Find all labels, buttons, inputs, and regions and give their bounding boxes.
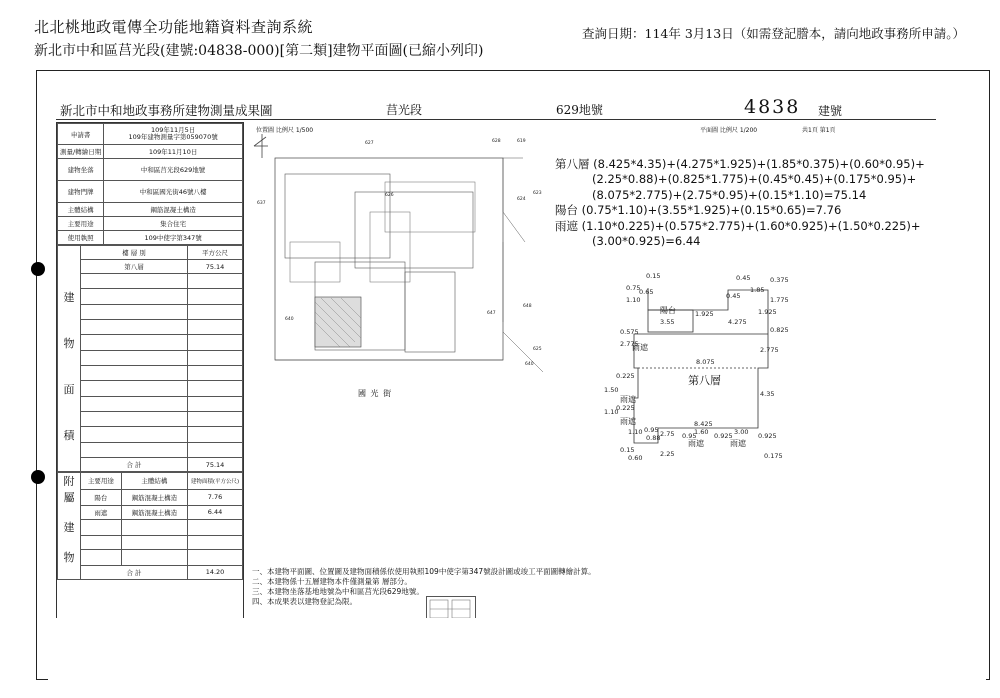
table-row — [58, 505, 243, 519]
notes — [252, 567, 596, 607]
plan-dimension: 4.35 — [760, 390, 775, 398]
attach-area: 6.44 — [188, 505, 243, 519]
area-total: 75.14 — [188, 458, 243, 472]
plan-dimension: 2.775 — [760, 346, 779, 354]
attach-side-char: 屬 — [58, 489, 81, 505]
attach-side-char: 物 — [58, 549, 81, 565]
attach-use-header: 主要用途 — [81, 473, 122, 490]
table-row — [58, 260, 243, 274]
table-row — [58, 124, 243, 145]
plan-dimension: 0.175 — [764, 452, 783, 460]
map-parcel-label: 626 — [385, 193, 394, 198]
plan-dimension: 8.075 — [696, 358, 715, 366]
calc-line: (8.075*2.775)+(2.75*0.95)+(0.15*1.10)=75.14 — [592, 187, 867, 202]
table-row — [58, 159, 243, 181]
calc-line: (2.25*0.88)+(0.825*1.775)+(0.45*0.45)+(0.175*0.95)+ — [592, 172, 917, 187]
section-name: 莒光段 — [386, 103, 423, 117]
row-label: 主體結構 — [58, 203, 104, 217]
balcony-label: 陽台 — [660, 306, 676, 315]
plan-dimension: 1.10 — [626, 296, 641, 304]
parcel-number: 629地號 — [556, 103, 603, 117]
plan-dimension: 0.60 — [628, 454, 643, 462]
map-parcel-label: 647 — [487, 311, 496, 316]
header-title: 北北桃地政電傳全功能地籍資料查詢系統 — [34, 18, 314, 36]
attach-side-char: 附 — [58, 473, 81, 490]
header-subtitle: 新北市中和區莒光段(建號:04838-000)[第二類]建物平面圖(已縮小列印) — [34, 43, 484, 59]
office-title: 新北市中和地政事務所建物測量成果圖 — [60, 103, 273, 118]
plan-dimension: 0.45 — [736, 274, 751, 282]
plan-dimension: 0.95 — [682, 432, 697, 440]
plan-dimension: 0.95 — [644, 426, 659, 434]
attach-total-label: 合 計 — [81, 565, 188, 579]
canopy-label: 雨遮 — [688, 439, 704, 448]
row-value: 109中使字第347號 — [104, 231, 243, 245]
attach-struct: 鋼筋混凝土構造 — [121, 505, 187, 519]
note-line: 三、本建物坐落基地地號為中和區莒光段629地號。 — [252, 587, 424, 596]
building-number-suffix: 建號 — [818, 104, 843, 118]
row-label: 建物坐落 — [58, 159, 104, 181]
note-line: 一、本建物平面圖、位置圖及建物面積係依使用執照109中使字第347號設計圖或竣工平面圖轉繪計算。 — [252, 567, 596, 576]
map-parcel-label: 624 — [517, 197, 526, 202]
area-side-char: 面 — [58, 381, 81, 397]
table-row — [58, 231, 243, 245]
note-line: 四、本成果表以建物登記為限。 — [252, 597, 357, 606]
bottom-mask — [48, 618, 986, 680]
plan-dimension: 1.85 — [750, 286, 765, 294]
info-table — [56, 122, 244, 622]
plan-dimension: 0.88 — [646, 434, 661, 442]
map-parcel-label: 640 — [525, 362, 534, 367]
row-value: 中和區國光街46號八樓 — [104, 181, 243, 203]
plan-dimension: 0.375 — [770, 276, 789, 284]
floor-label: 第八層 — [688, 374, 721, 387]
row-label: 主要用途 — [58, 217, 104, 231]
plan-dimension: 1.925 — [758, 308, 777, 316]
area-header: 平方公尺 — [188, 246, 243, 260]
plan-dimension: 1.925 — [695, 310, 714, 318]
plan-dimension: 0.75 — [626, 284, 641, 292]
table-row — [58, 145, 243, 159]
plan-dimension: 0.575 — [620, 328, 639, 336]
plan-dimension: 1.775 — [770, 296, 789, 304]
plan-dimension: 0.45 — [726, 292, 741, 300]
map-parcel-label: 648 — [523, 304, 532, 309]
attach-struct: 鋼筋混凝土構造 — [121, 489, 187, 505]
query-date: 查詢日期：114年 3月13日（如需登記謄本，請向地政事務所申請。） — [582, 26, 965, 41]
row-value: 集合住宅 — [104, 217, 243, 231]
map-parcel-label: 628 — [492, 139, 501, 144]
floor-header: 樓 層 別 — [81, 246, 188, 260]
plan-scale: 平面圖 比例尺 1/200 — [700, 127, 758, 134]
floor-area: 75.14 — [188, 260, 243, 274]
plan-dimension: 2.25 — [660, 450, 675, 458]
plan-dimension: 0.225 — [616, 372, 635, 380]
area-calculation — [555, 157, 925, 249]
location-scale: 位置圖 比例尺 1/500 — [256, 127, 314, 134]
plan-dimension: 1.60 — [694, 428, 709, 436]
canopy-label: 雨遮 — [620, 417, 636, 426]
calc-line: 陽台 (0.75*1.10)+(3.55*1.925)+(0.15*0.65)=7.76 — [555, 203, 842, 218]
map-parcel-label: 619 — [517, 139, 526, 144]
plan-dimension: 1.50 — [604, 386, 619, 394]
location-map — [255, 139, 553, 382]
table-row — [58, 489, 243, 505]
map-parcel-label: 637 — [257, 201, 266, 206]
floor-name: 第八層 — [81, 260, 188, 274]
canopy-label: 雨遮 — [632, 343, 648, 352]
map-parcel-label: 625 — [533, 347, 542, 352]
row-value: 109年11月10日 — [104, 145, 243, 159]
row-value: 109年11月5日 109年建物測量字第059070號 — [104, 124, 243, 145]
plan-dimension: 3.55 — [660, 318, 675, 326]
plan-dimension: 4.275 — [728, 318, 747, 326]
row-label: 申請書 — [58, 124, 104, 145]
plan-dimension: 8.425 — [694, 420, 713, 428]
area-total-label: 合 計 — [81, 458, 188, 472]
area-header-row — [58, 246, 243, 260]
table-row — [58, 217, 243, 231]
row-label: 測量/轉繪日期 — [58, 145, 104, 159]
attach-area-header: 建物面積(平方公尺) — [188, 473, 243, 490]
plan-dimension: 0.925 — [758, 432, 777, 440]
plan-dimension: 0.225 — [616, 404, 635, 412]
sheet-rule — [56, 119, 936, 120]
punch-hole — [31, 470, 45, 484]
note-line: 二、本建物係十五層建物本件僅測量第 層部分。 — [252, 577, 412, 586]
plan-dimension: 2.775 — [620, 340, 639, 348]
row-value: 鋼筋混凝土構造 — [104, 203, 243, 217]
attach-header-row — [58, 473, 243, 490]
plan-dimension: 0.825 — [770, 326, 789, 334]
area-side-char: 物 — [58, 335, 81, 351]
table-row — [58, 181, 243, 203]
map-street-name: 國 光 街 — [358, 389, 393, 398]
plan-dimension: 0.65 — [639, 288, 654, 296]
row-label: 建物門牌 — [58, 181, 104, 203]
attach-total: 14.20 — [188, 565, 243, 579]
page-info: 共1頁 第1頁 — [802, 127, 836, 134]
row-label: 使用執照 — [58, 231, 104, 245]
plan-dimension: 0.15 — [646, 272, 661, 280]
building-number: 4838 — [744, 96, 801, 118]
floor-plan — [600, 268, 800, 468]
plan-dimension: 1.10 — [628, 428, 643, 436]
area-side-char: 積 — [58, 427, 81, 443]
calc-line: 雨遮 (1.10*0.225)+(0.575*2.775)+(1.60*0.925)+(1.50*0.225)+ — [555, 218, 921, 233]
attach-area: 7.76 — [188, 489, 243, 505]
attach-side-char: 建 — [58, 519, 81, 535]
table-row — [58, 203, 243, 217]
area-total-row — [58, 458, 243, 472]
calc-line: 第八層 (8.425*4.35)+(4.275*1.925)+(1.85*0.375)+(0.60*0.95)+ — [555, 157, 925, 171]
row-value: 中和區莒光段629地號 — [104, 159, 243, 181]
plan-dimension: 1.10 — [604, 408, 619, 416]
area-side-char: 建 — [58, 289, 81, 305]
attach-total-row — [58, 565, 243, 579]
canopy-label: 雨遮 — [730, 439, 746, 448]
attach-use: 雨遮 — [81, 505, 122, 519]
canopy-label: 雨遮 — [620, 395, 636, 404]
plan-dimension: 0.15 — [620, 446, 635, 454]
punch-hole — [31, 262, 45, 276]
plan-dimension: 2.75 — [660, 430, 675, 438]
plan-dimension: 0.925 — [714, 432, 733, 440]
calc-line: (3.00*0.925)=6.44 — [592, 234, 701, 249]
attach-struct-header: 主體結構 — [121, 473, 187, 490]
plan-dimension: 3.00 — [734, 428, 749, 436]
map-parcel-label: 627 — [365, 141, 374, 146]
attach-use: 陽台 — [81, 489, 122, 505]
map-parcel-label: 640 — [285, 317, 294, 322]
map-parcel-label: 623 — [533, 191, 542, 196]
